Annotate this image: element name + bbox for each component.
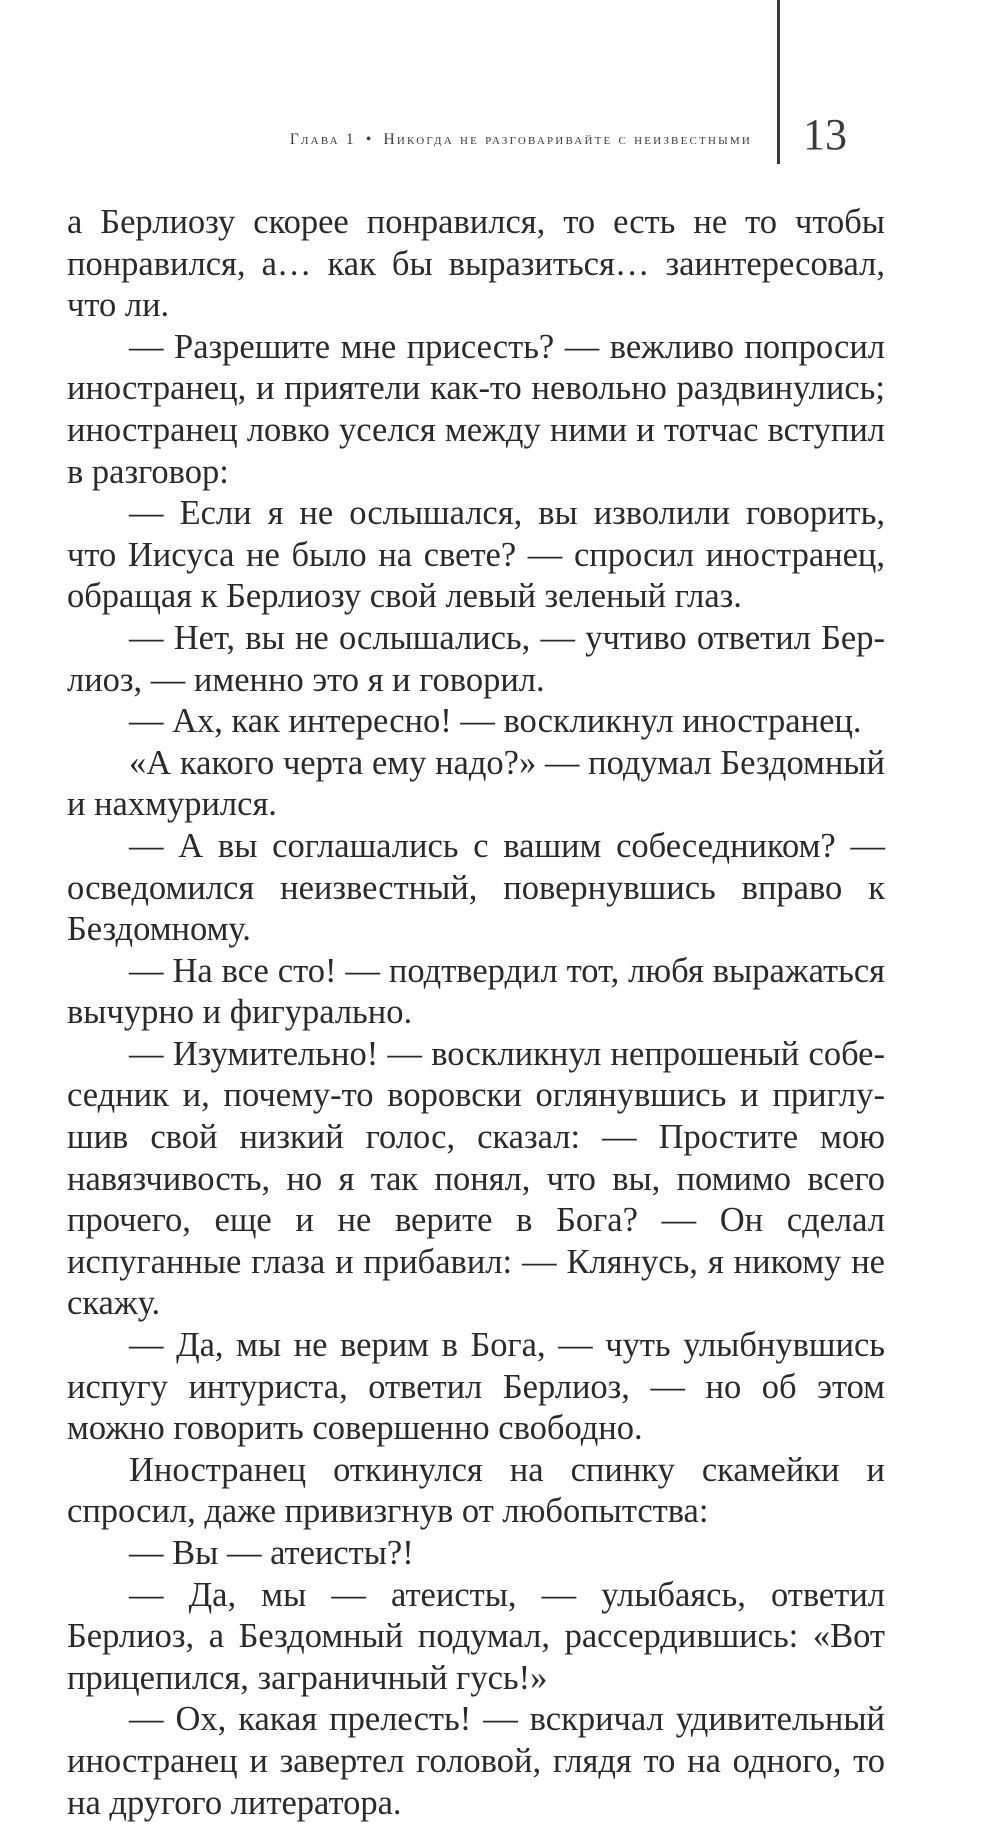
paragraph: — Да, мы не верим в Бога, — чуть улыбнувшись испугу интуриста, ответил Берлиоз, — но об этом можно говорить совершенно свободно. (67, 1326, 885, 1448)
paragraph: — На все сто! — подтвердил тот, любя выражаться вычурно и фигурально. (67, 951, 885, 1032)
paragraph: — Ах, как интересно! — воскликнул иностранец. (129, 702, 862, 741)
chapter-title: Никогда не разговаривайте с неизвестными (383, 131, 752, 148)
running-head (290, 131, 752, 149)
paragraph: Иностранец откинулся на спинку скамейки и спросил, даже привизгнув от любопытства: (67, 1450, 885, 1531)
paragraph: — Если я не ослышался, вы изволили говорить, что Иисуса не было на свете? — спросил иностранец, обращая к Берлиозу свой левый зеленый глаз. (67, 494, 885, 616)
paragraph: — Изумительно! — воскликнул непрошеный собеседник и, почему-то воровски оглянувшись и приглушив свой низкий голос, сказал: — Простите мою навязчивость, но я так понял, что вы, помимо всего прочего, еще и не верите в Бога? — Он сделал испуганные глаза и прибавил: — Клянусь, я никому не скажу. (67, 1034, 885, 1323)
paragraph: — Вы — атеисты?! (129, 1534, 414, 1572)
paragraph: — Да, мы — атеисты, — улыбаясь, ответил Берлиоз, а Бездомный подумал, рассердившись: «Вот прицепился, заграничный гусь!» (67, 1575, 885, 1697)
paragraph: «А какого черта ему надо?» — подумал Бездомный и нахмурился. (67, 743, 885, 824)
bullet-separator: • (365, 131, 374, 148)
paragraph: — Разрешите мне присесть? — вежливо попросил иностранец, и приятели как-то невольно раздвинулись; иностранец ловко уселся между ними и тотчас вступил в разговор: (67, 327, 885, 491)
paragraph: — А вы соглашались с вашим собеседником? — осведомился неизвестный, повернувшись вправо к Бездомному. (67, 826, 885, 949)
body-text (67, 202, 885, 1824)
paragraph: — Нет, вы не ослышались, — учтиво ответил Берлиоз, — именно это я и говорил. (67, 618, 885, 699)
paragraph: — Ох, какая прелесть! — вскричал удивительный иностранец и завертел головой, глядя то на одного, то на другого литератора. (67, 1700, 885, 1822)
header-vertical-rule (777, 0, 780, 164)
paragraph: а Берлиозу скорее понравился, то есть не то чтобы понравился, а… как бы выразиться… заинтересовал, что ли. (67, 203, 885, 325)
chapter-label: Глава 1 (289, 131, 356, 148)
page-number: 13 (803, 110, 847, 159)
